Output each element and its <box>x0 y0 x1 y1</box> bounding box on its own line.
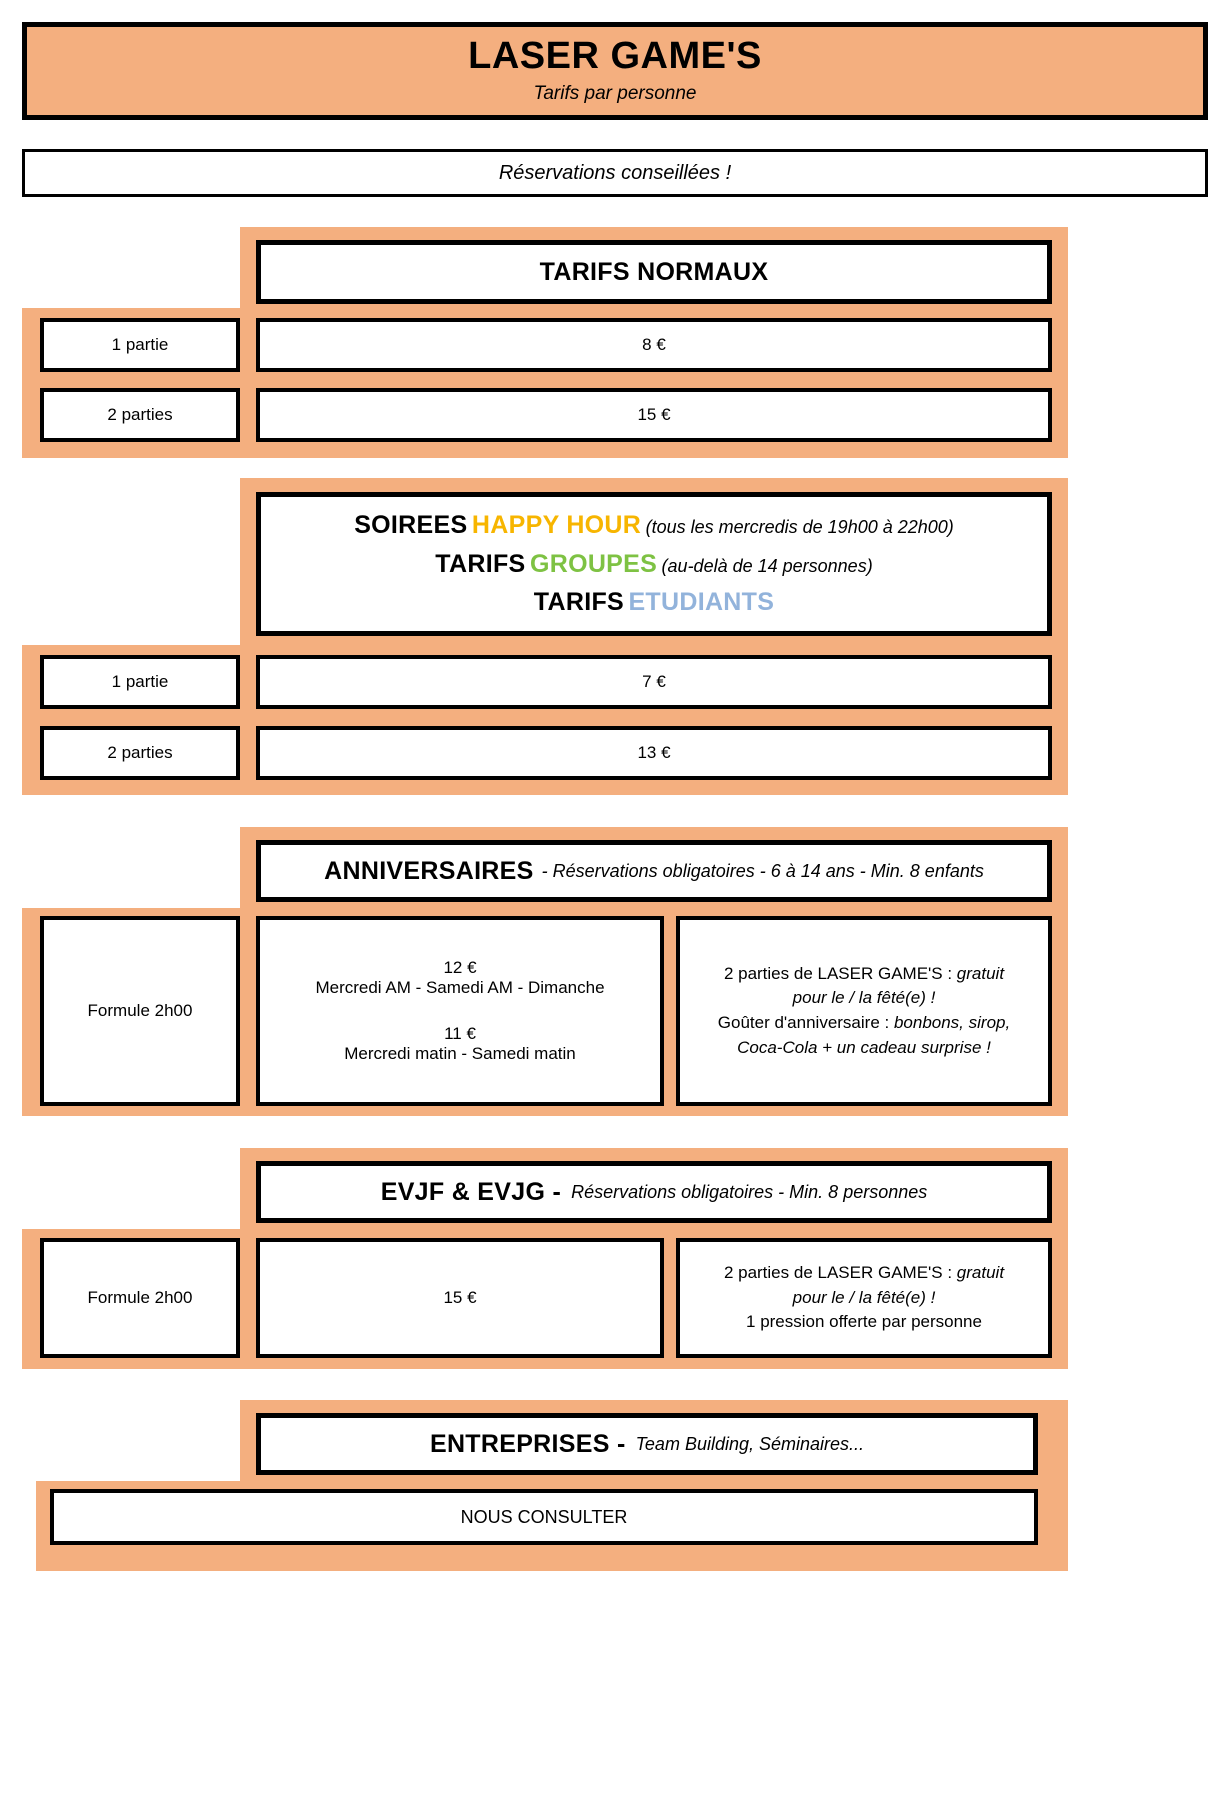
anniversaires-formula: Formule 2h00 <box>87 1001 193 1020</box>
soirees-row-1-price-box <box>256 726 1052 780</box>
evjf-formula: Formule 2h00 <box>87 1288 193 1307</box>
soirees-row-0-price: 7 € <box>642 672 666 691</box>
evjf-detail-box <box>676 1238 1052 1358</box>
entreprises-consult-box <box>50 1489 1038 1545</box>
soirees-title-box <box>256 492 1052 636</box>
soirees-line-1-c: (tous les mercredis de 19h00 à 22h00) <box>645 516 954 537</box>
evjf-title-box <box>256 1161 1052 1223</box>
anniversaires-title: ANNIVERSAIRES <box>324 856 534 885</box>
soirees-line-2 <box>435 545 872 584</box>
normaux-row-0-price-box <box>256 318 1052 372</box>
anniversaires-price-box <box>256 916 664 1106</box>
anniversaires-detail-line-3-italic: bonbons, sirop, <box>893 1013 1011 1032</box>
evjf-price-box <box>256 1238 664 1358</box>
soirees-line-3-a: TARIFS <box>533 588 624 617</box>
normaux-row-0-label-box <box>40 318 240 372</box>
evjf-detail-line-1-plain: 2 parties de LASER GAME'S : <box>723 1263 957 1283</box>
soirees-line-3-b: ETUDIANTS <box>628 588 775 617</box>
anniversaires-tier-2-amount: 11 € <box>444 1024 476 1043</box>
anniversaires-detail-line-1-italic: gratuit <box>956 963 1005 983</box>
evjf-detail-line-3: 1 pression offerte par personne <box>746 1312 982 1332</box>
anniversaires-detail-line-1-plain: 2 parties de LASER GAME'S : <box>723 963 957 983</box>
soirees-row-0-label-box <box>40 655 240 709</box>
normaux-row-1-price-box <box>256 388 1052 442</box>
page-header <box>22 22 1208 120</box>
soirees-line-1-b: HAPPY HOUR <box>471 510 642 539</box>
normaux-row-1-label: 2 parties <box>107 405 173 424</box>
soirees-row-1-label-box <box>40 726 240 780</box>
anniversaires-detail-line-2: pour le / la fêté(e) ! <box>792 988 936 1008</box>
anniversaires-title-note: - Réservations obligatoires - 6 à 14 ans - Min. 8 enfants <box>541 860 984 881</box>
entreprises-title-box <box>256 1413 1038 1475</box>
evjf-title: EVJF & EVJG - <box>380 1177 562 1206</box>
soirees-line-2-a: TARIFS <box>435 549 526 578</box>
normaux-title: TARIFS NORMAUX <box>539 257 769 286</box>
anniversaires-tier-2-days: Mercredi matin - Samedi matin <box>344 1044 576 1063</box>
anniversaires-formula-box <box>40 916 240 1106</box>
anniversaires-detail-line-3-plain: Goûter d'anniversaire : <box>717 1013 894 1032</box>
soirees-line-1-a: SOIREES <box>354 510 468 539</box>
soirees-row-1-price: 13 € <box>637 743 671 762</box>
evjf-detail-line-1 <box>724 1261 1004 1286</box>
evjf-detail-line-2: pour le / la fêté(e) ! <box>792 1287 936 1307</box>
entreprises-title-note: Team Building, Séminaires... <box>635 1433 865 1454</box>
anniversaires-detail-line-4: Coca-Cola + un cadeau surprise ! <box>737 1037 991 1057</box>
normaux-row-0-label: 1 partie <box>111 335 169 354</box>
anniversaires-title-box <box>256 840 1052 902</box>
soirees-line-1 <box>354 506 954 545</box>
anniversaires-detail-line-1 <box>724 962 1004 987</box>
page-title: LASER GAME'S <box>468 35 762 78</box>
soirees-row-1-label: 2 parties <box>107 743 173 762</box>
anniversaires-detail-line-3 <box>718 1011 1010 1036</box>
evjf-price: 15 € <box>443 1288 477 1307</box>
reservation-note: Réservations conseillées ! <box>22 149 1208 197</box>
soirees-row-0-label: 1 partie <box>111 672 169 691</box>
normaux-row-0-price: 8 € <box>642 335 666 354</box>
soirees-row-0-price-box <box>256 655 1052 709</box>
anniversaires-detail-box <box>676 916 1052 1106</box>
soirees-line-3 <box>534 583 774 622</box>
anniversaires-tier-1-amount: 12 € <box>443 958 477 977</box>
soirees-line-2-c: (au-delà de 14 personnes) <box>661 555 873 576</box>
page-subtitle: Tarifs par personne <box>533 82 697 104</box>
evjf-detail-line-1-italic: gratuit <box>956 1263 1005 1283</box>
entreprises-consult: NOUS CONSULTER <box>460 1506 628 1527</box>
normaux-row-1-price: 15 € <box>637 405 671 424</box>
soirees-line-2-b: GROUPES <box>529 549 658 578</box>
evjf-title-note: Réservations obligatoires - Min. 8 personnes <box>571 1181 928 1202</box>
entreprises-title: ENTREPRISES - <box>429 1429 626 1458</box>
evjf-formula-box <box>40 1238 240 1358</box>
normaux-row-1-label-box <box>40 388 240 442</box>
normaux-title-box <box>256 240 1052 304</box>
anniversaires-tier-1-days: Mercredi AM - Samedi AM - Dimanche <box>315 978 605 997</box>
